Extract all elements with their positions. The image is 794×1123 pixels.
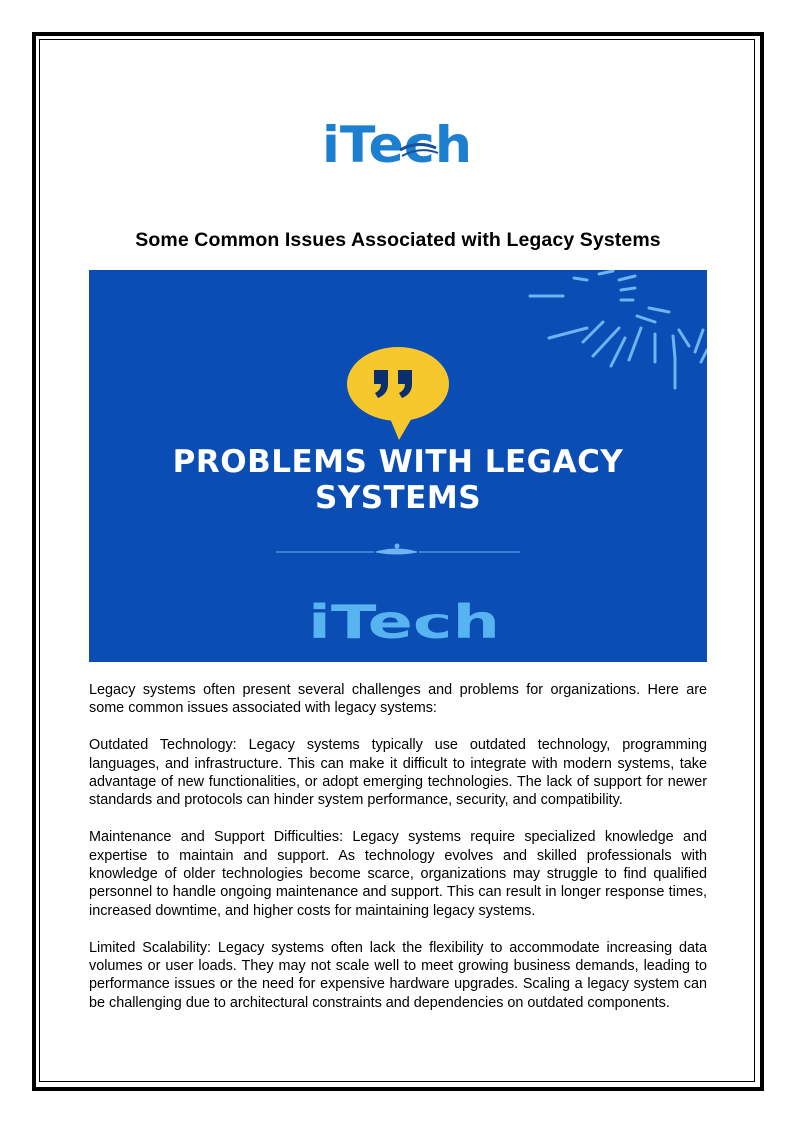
banner-logo [308,595,500,649]
paragraph-outdated-technology: Outdated Technology: Legacy systems typically use outdated technology, programming languages, and infrastructure. This can make it difficult to integrate with modern systems, take advantage of new functionalities, or adopt emerging technologies. The lack of support for newer standards and protocols can hinder system performance, security, and compatibility. [89,737,707,809]
banner-divider [276,544,520,554]
article-body [89,681,707,1031]
page-title: Some Common Issues Associated with Legacy Systems [135,229,661,251]
paragraph-limited-scalability: Limited Scalability: Legacy systems often lack the flexibility to accommodate increasing data volumes or user loads. They may not scale well to meet growing business demands, leading to performance issues or the need for expensive hardware upgrades. Scaling a legacy system can be challenging due to architectural constraints and dependencies on outdated components. [89,939,707,1011]
itech-logo [322,110,474,172]
banner-headline [89,444,707,516]
banner-image [89,270,707,662]
burst-icon [530,271,707,388]
logo-text: iTech [322,116,472,172]
banner-headline-line2: SYSTEMS [314,480,482,516]
paragraph-maintenance-support: Maintenance and Support Difficulties: Legacy systems require specialized knowledge and expertise to maintain and support. As technology evolves and skilled professionals with knowledge of older technologies become scarce, organizations may struggle to find qualified personnel to handle ongoing maintenance and support. This can result in longer response times, increased downtime, and higher costs for maintaining legacy systems. [89,829,707,919]
banner-logo-text: iTech [308,595,500,649]
quote-bubble-icon [347,347,449,440]
banner-headline-line1: PROBLEMS WITH LEGACY [172,444,624,480]
paragraph-intro: Legacy systems often present several challenges and problems for organizations. Here are some common issues associated with legacy systems: [89,682,707,717]
